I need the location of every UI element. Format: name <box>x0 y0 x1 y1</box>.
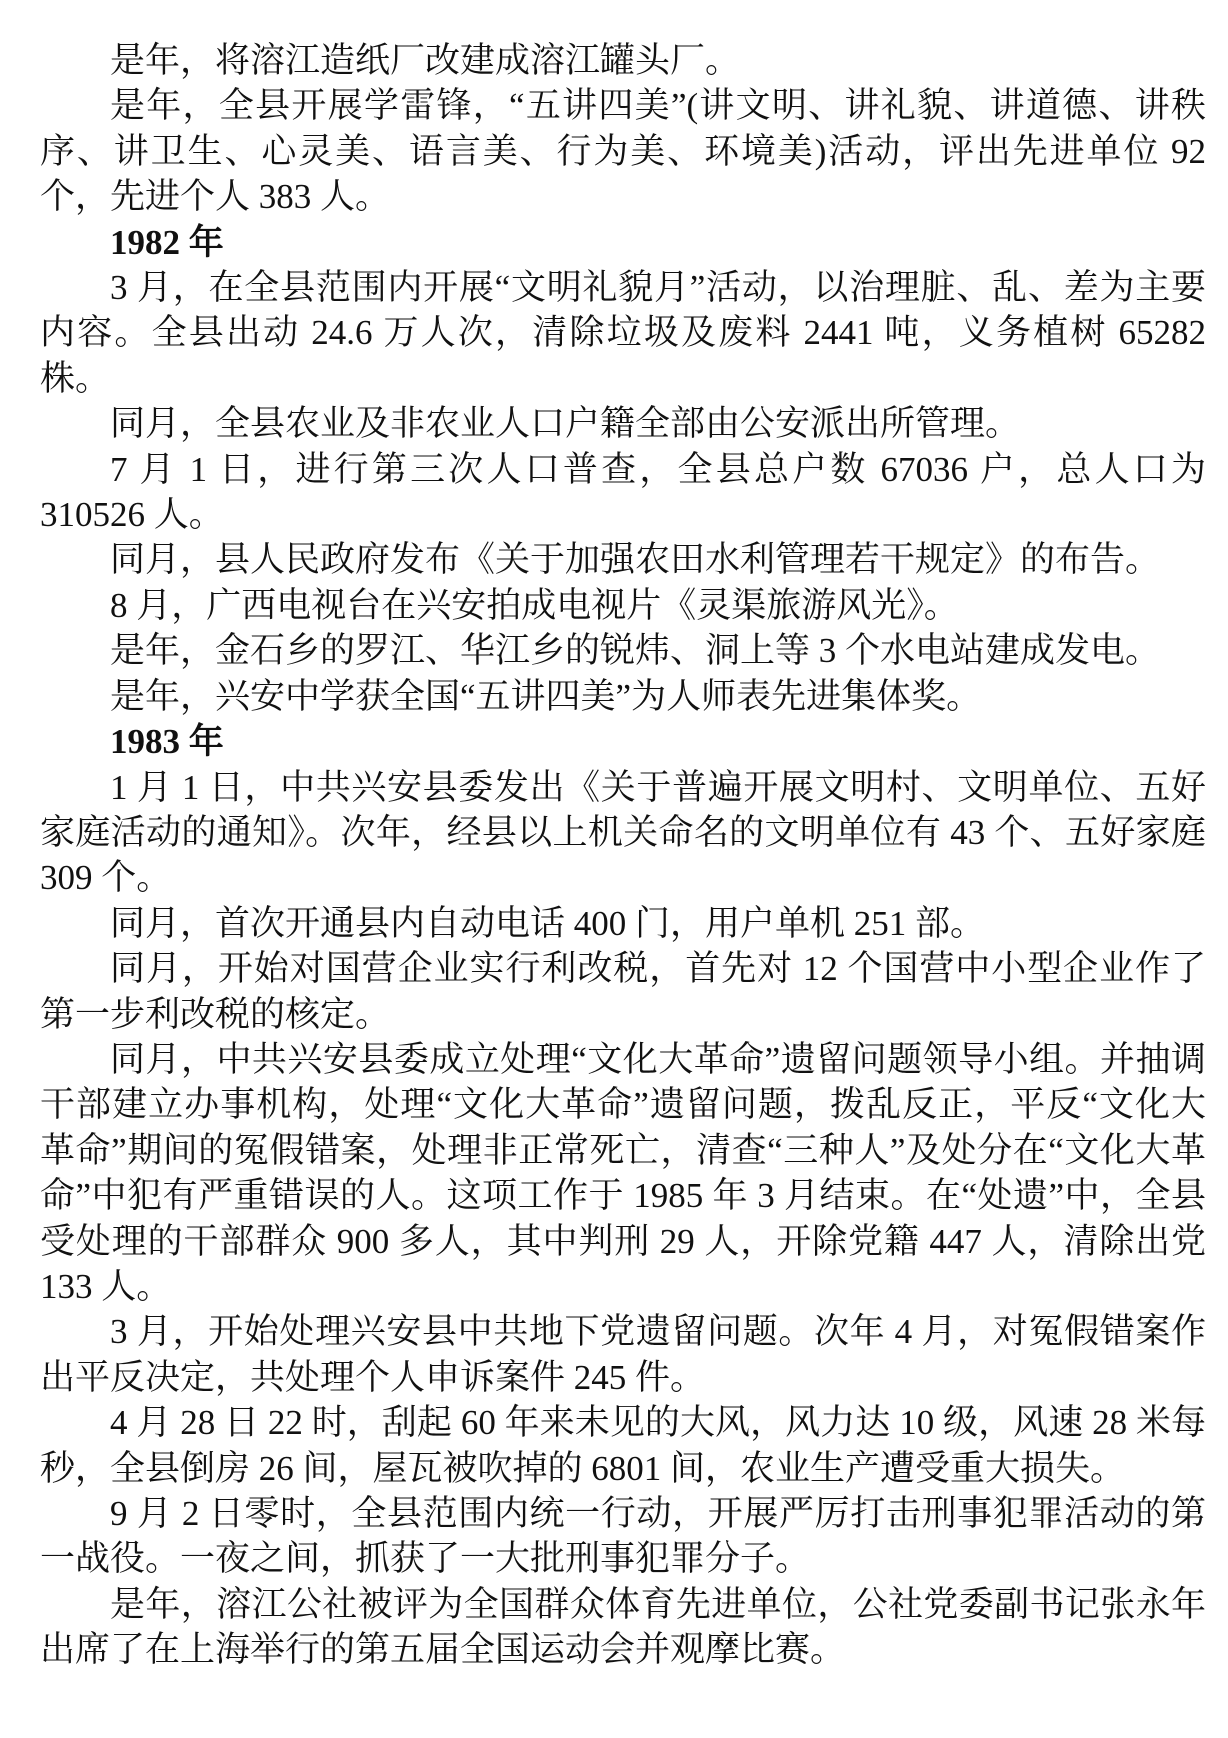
paragraph: 9 月 2 日零时，全县范围内统一行动，开展严厉打击刑事犯罪活动的第一战役。一夜之间，抓获了一大批刑事犯罪分子。 <box>40 1494 1206 1579</box>
paragraph: 是年，溶江公社被评为全国群众体育先进单位，公社党委副书记张永年出席了在上海举行的第五届全国运动会并观摩比赛。 <box>40 1584 1206 1670</box>
paragraph: 是年，兴安中学获全国“五讲四美”为人师表先进集体奖。 <box>110 676 982 716</box>
paragraph: 4 月 28 日 22 时，刮起 60 年来未见的大风，风力达 10 级，风速 28 米每秒，全县倒房 26 间，屋瓦被吹掉的 6801 间，农业生产遭受重大损失。 <box>40 1403 1206 1488</box>
paragraph: 同月，县人民政府发布《关于加强农田水利管理若干规定》的布告。 <box>110 540 1161 580</box>
paragraph: 是年，金石乡的罗江、华江乡的锐炜、洞上等 3 个水电站建成发电。 <box>110 631 1161 671</box>
paragraph: 是年，将溶江造纸厂改建成溶江罐头厂。 <box>110 41 741 80</box>
paragraph: 8 月，广西电视台在兴安拍成电视片《灵渠旅游风光》。 <box>110 585 959 625</box>
paragraph: 3 月，在全县范围内开展“文明礼貌月”活动，以治理脏、乱、差为主要内容。全县出动 24.6 万人次，清除垃圾及废料 2441 吨，义务植树 65282 株。 <box>40 268 1206 398</box>
paragraph: 是年，全县开展学雷锋，“五讲四美”(讲文明、讲礼貌、讲道德、讲秩序、讲卫生、心灵美、语言美、行为美、环境美)活动，评出先进单位 92 个，先进个人 383 人。 <box>40 86 1206 217</box>
paragraph: 1 月 1 日，中共兴安县委发出《关于普遍开展文明村、文明单位、五好家庭活动的通知》。次年，经县以上机关命名的文明单位有 43 个、五好家庭 309 个。 <box>40 767 1206 898</box>
paragraph: 同月，中共兴安县委成立处理“文化大革命”遗留问题领导小组。并抽调干部建立办事机构，处理“文化大革命”遗留问题，拨乱反正，平反“文化大革命”期间的冤假错案，处理非正常死亡，清查“三种人”及处分在“文化大革命”中犯有严重错误的人。这项工作于 1985 年 3 月结束。在“处遗”中，全县受处理的干部群众 900 多人，其中判刑 29 人，开除党籍 447 人，清除出党 133 人。 <box>40 1039 1206 1306</box>
paragraph: 7 月 1 日，进行第三次人口普查，全县总户数 67036 户，总人口为 310526 人。 <box>40 449 1206 535</box>
year-heading: 1982 年 <box>110 222 224 262</box>
paragraph: 同月，首次开通县内自动电话 400 门，用户单机 251 部。 <box>110 903 986 943</box>
paragraph: 同月，开始对国营企业实行利改税，首先对 12 个国营中小型企业作了第一步利改税的核定。 <box>40 949 1206 1034</box>
year-heading: 1983 年 <box>110 722 224 762</box>
paragraph: 3 月，开始处理兴安县中共地下党遗留问题。次年 4 月，对冤假错案作出平反决定，共处理个人申诉案件 245 件。 <box>40 1312 1206 1397</box>
paragraph: 同月，全县农业及非农业人口户籍全部由公安派出所管理。 <box>110 404 1021 444</box>
